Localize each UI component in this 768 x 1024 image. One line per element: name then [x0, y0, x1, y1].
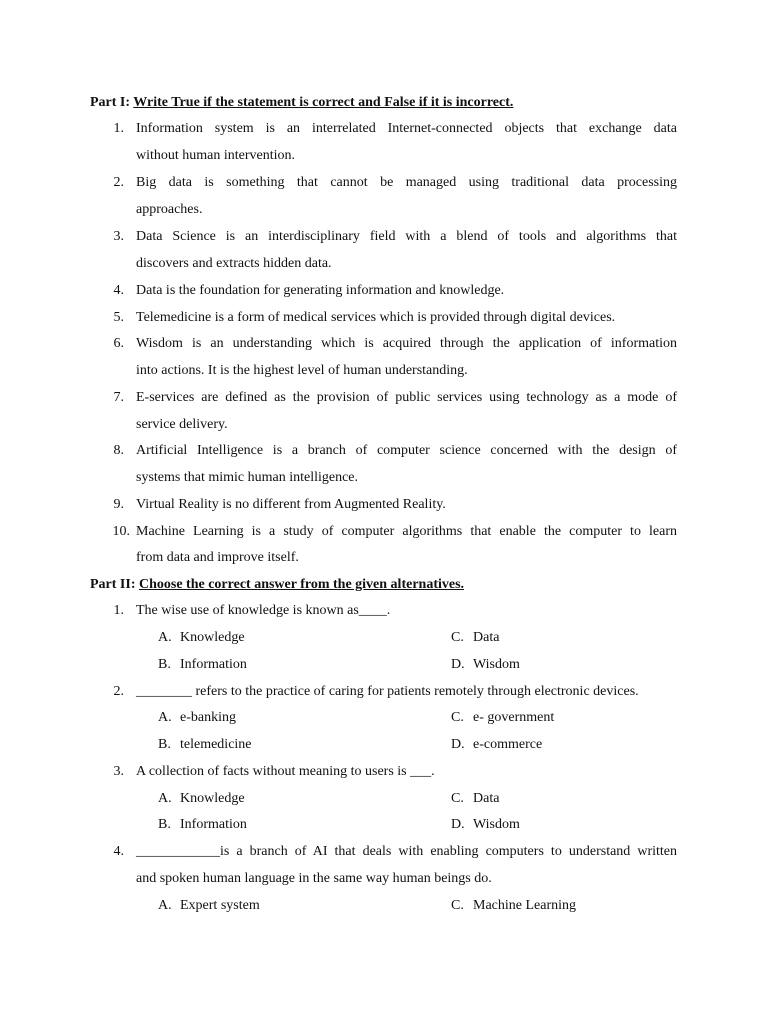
- mc-option: [451, 899, 576, 913]
- tf-item-text: Wisdom is an understanding which is acquired through the application of information: [136, 336, 677, 351]
- tf-item-text: discovers and extracts hidden data.: [136, 256, 332, 271]
- tf-item-text: Data is the foundation for generating information and knowledge.: [136, 283, 505, 298]
- mc-option: [451, 631, 499, 645]
- mc-option: [158, 631, 245, 645]
- tf-item-text: Machine Learning is a study of computer algorithms that enable the computer to learn: [136, 524, 677, 539]
- option-text: Wisdom: [473, 817, 520, 832]
- option-letter: D.: [451, 817, 465, 832]
- tf-item-text: Data Science is an interdisciplinary field with a blend of tools and algorithms that: [136, 229, 677, 244]
- mc-option: [451, 711, 554, 725]
- tf-item-text: without human intervention.: [136, 148, 296, 163]
- option-text: e-commerce: [473, 737, 543, 752]
- tf-item-text: Information system is an interrelated Internet-connected objects that exchange data: [136, 121, 677, 136]
- tf-item-number: 1.: [113, 121, 124, 136]
- option-letter: D.: [451, 737, 465, 752]
- tf-item-text: Telemedicine is a form of medical services which is provided through digital devices.: [136, 310, 616, 325]
- mc-option: [158, 658, 247, 672]
- option-letter: C.: [451, 791, 464, 806]
- tf-item-text: systems that mimic human intelligence.: [136, 470, 359, 485]
- tf-item-text: approaches.: [136, 202, 203, 217]
- tf-item-text: Artificial Intelligence is a branch of computer science concerned with the design of: [136, 443, 677, 458]
- option-text: Wisdom: [473, 657, 520, 672]
- mc-question-text: and spoken human language in the same way human beings do.: [136, 871, 492, 886]
- tf-item-number: 2.: [113, 175, 124, 190]
- option-text: e- government: [473, 710, 555, 725]
- tf-item-number: 6.: [113, 336, 124, 351]
- mc-option: [158, 899, 260, 913]
- part1-label: Part I:: [90, 95, 131, 110]
- option-letter: A.: [158, 791, 172, 806]
- mc-option: [158, 738, 252, 752]
- option-text: Information: [180, 657, 247, 672]
- tf-item-number: 4.: [113, 283, 124, 298]
- mc-question-text: ____________is a branch of AI that deals with enabling computers to understand written: [136, 844, 677, 859]
- part2-instruction: Choose the correct answer from the given alternatives.: [139, 577, 465, 592]
- mc-question-number: 1.: [113, 603, 124, 618]
- option-letter: A.: [158, 710, 172, 725]
- part1-instruction: Write True if the statement is correct and False if it is incorrect.: [133, 95, 514, 110]
- option-letter: B.: [158, 817, 171, 832]
- tf-item-number: 3.: [113, 229, 124, 244]
- tf-item-text: Big data is something that cannot be managed using traditional data processing: [136, 175, 677, 190]
- option-text: Knowledge: [180, 630, 245, 645]
- mc-question-number: 4.: [113, 844, 124, 859]
- option-letter: A.: [158, 898, 172, 913]
- option-text: Data: [473, 630, 500, 645]
- option-text: telemedicine: [180, 737, 252, 752]
- mc-question-number: 3.: [113, 764, 124, 779]
- mc-question-text: ________ refers to the practice of caring for patients remotely through electronic devices.: [136, 684, 639, 699]
- option-letter: B.: [158, 737, 171, 752]
- mc-question-number: 2.: [113, 684, 124, 699]
- tf-item-text: E-services are defined as the provision of public services using technology as a mode of: [136, 390, 677, 405]
- tf-item-number: 9.: [113, 497, 124, 512]
- tf-item-number: 5.: [113, 310, 124, 325]
- mc-question-text: A collection of facts without meaning to users is ___.: [136, 764, 435, 779]
- tf-item-text: service delivery.: [136, 417, 228, 432]
- option-text: Information: [180, 817, 247, 832]
- option-letter: B.: [158, 657, 171, 672]
- option-text: e-banking: [180, 710, 236, 725]
- part1-heading: [90, 96, 513, 110]
- part2-label: Part II:: [90, 577, 136, 592]
- option-letter: A.: [158, 630, 172, 645]
- mc-option: [451, 658, 520, 672]
- tf-item-number: 10.: [112, 524, 130, 539]
- option-text: Machine Learning: [473, 898, 577, 913]
- option-text: Data: [473, 791, 500, 806]
- mc-option: [158, 792, 245, 806]
- option-text: Knowledge: [180, 791, 245, 806]
- mc-option: [451, 818, 520, 832]
- tf-item-number: 7.: [113, 390, 124, 405]
- tf-item-text: into actions. It is the highest level of human understanding.: [136, 363, 468, 378]
- tf-item-number: 8.: [113, 443, 124, 458]
- mc-option: [158, 818, 247, 832]
- option-letter: C.: [451, 710, 464, 725]
- option-letter: C.: [451, 898, 464, 913]
- option-text: Expert system: [180, 898, 260, 913]
- mc-question-text: The wise use of knowledge is known as____.: [136, 603, 391, 618]
- mc-option: [451, 792, 499, 806]
- tf-item-text: Virtual Reality is no different from Augmented Reality.: [136, 497, 446, 512]
- mc-option: [158, 711, 236, 725]
- tf-item-text: from data and improve itself.: [136, 550, 299, 565]
- part2-heading: [90, 578, 464, 592]
- option-letter: D.: [451, 657, 465, 672]
- mc-option: [451, 738, 542, 752]
- option-letter: C.: [451, 630, 464, 645]
